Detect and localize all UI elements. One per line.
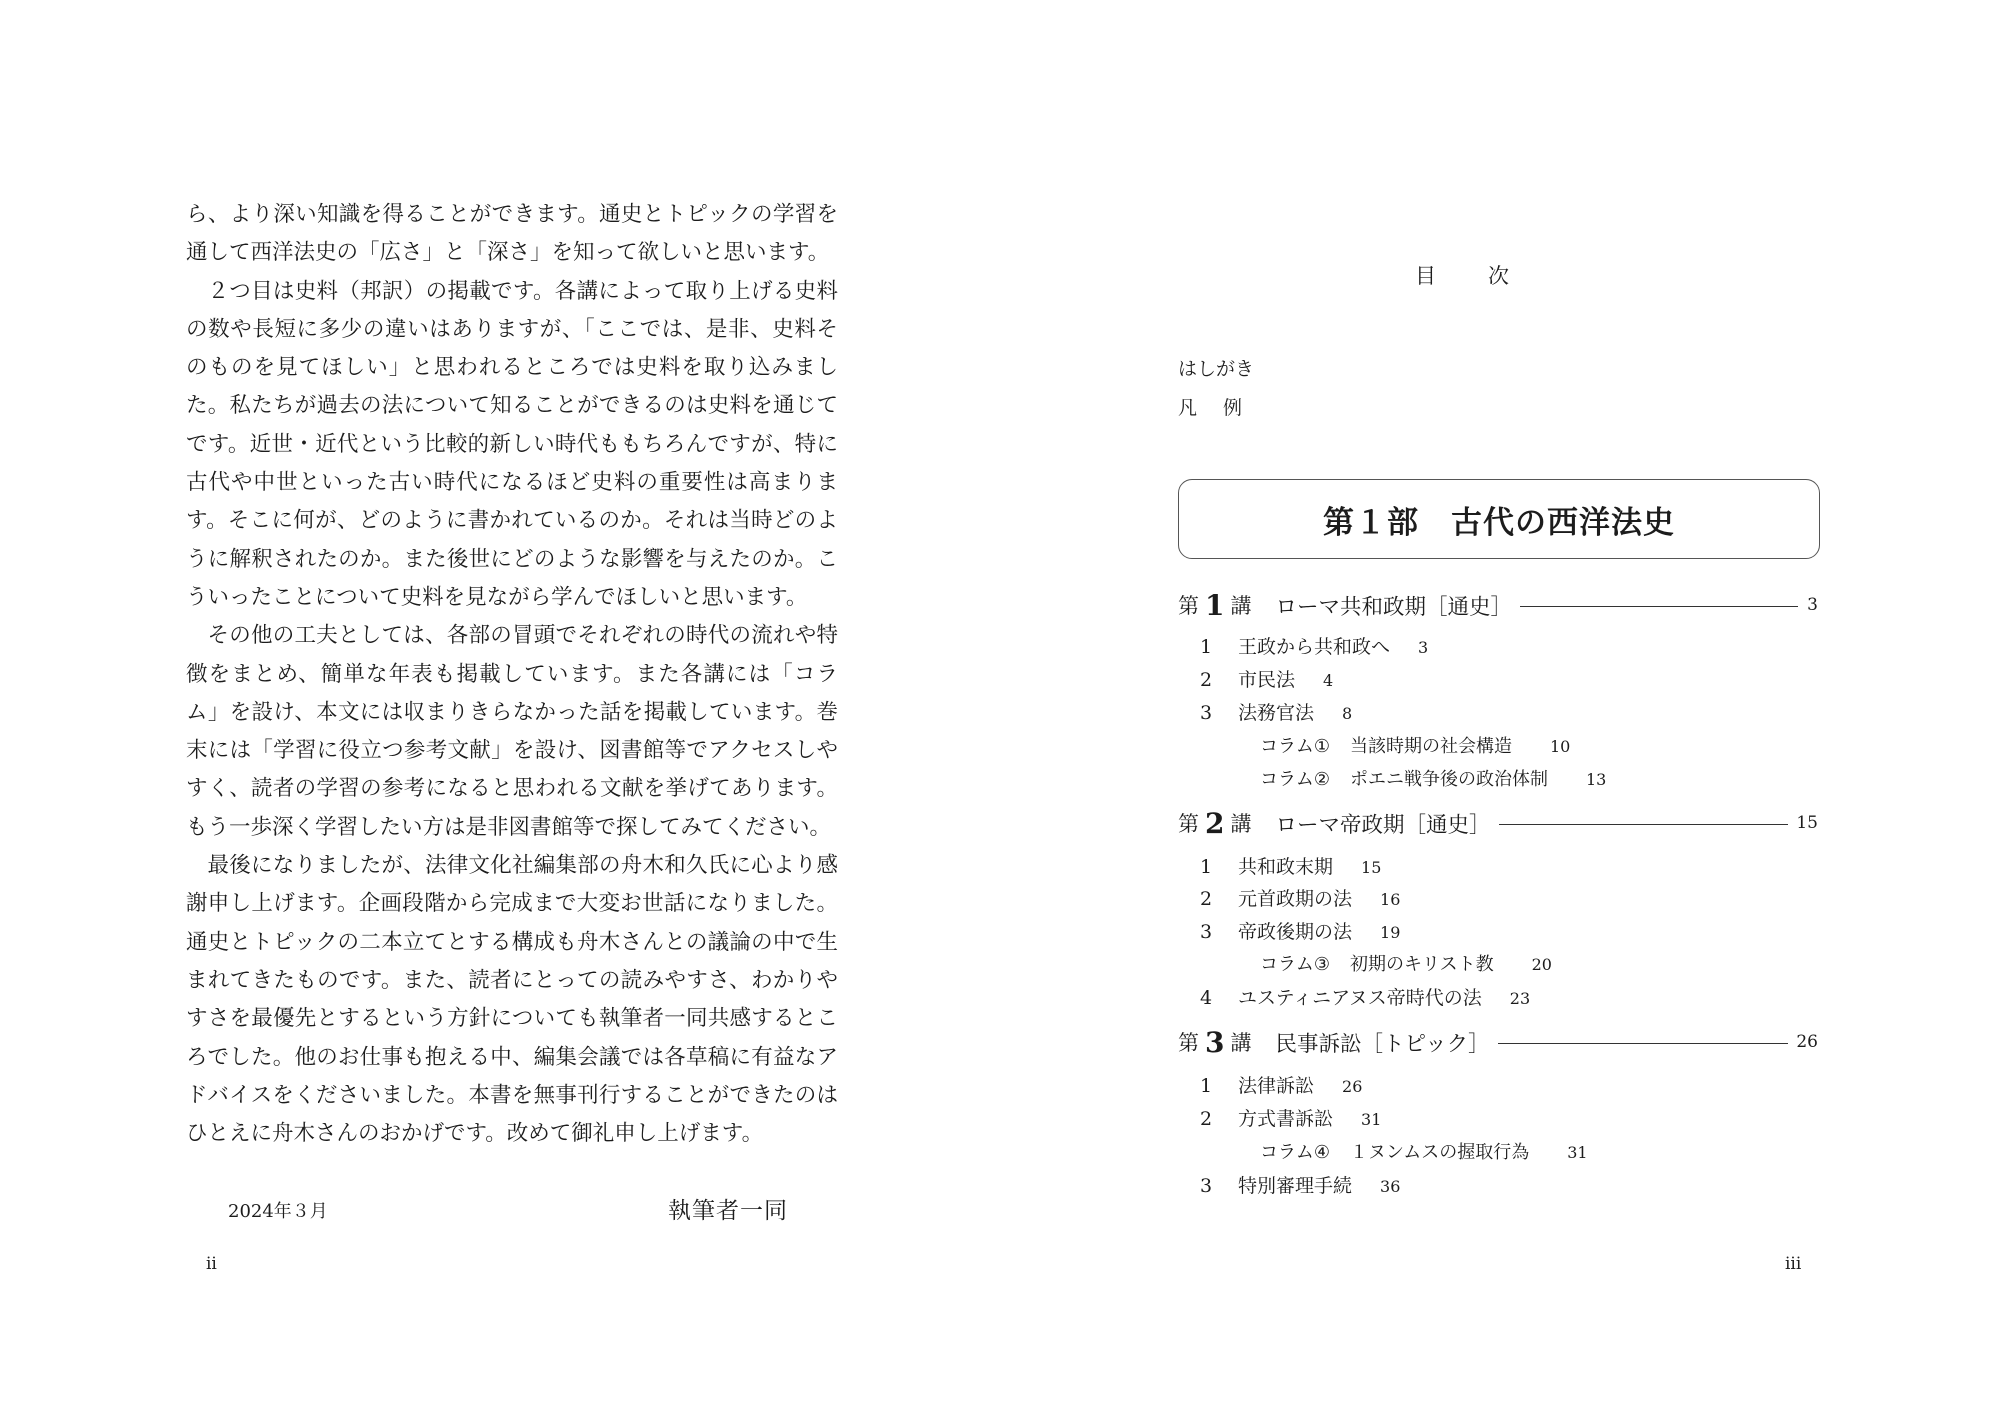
toc-front-item-preface[interactable]: はしがき (1178, 358, 1255, 380)
section-number: 1 (1200, 1075, 1213, 1097)
section-page: 26 (1342, 1077, 1363, 1096)
toc-column[interactable] (1260, 1138, 1588, 1164)
lecture-suffix: 講 (1230, 1031, 1252, 1055)
section-number: 3 (1200, 1175, 1213, 1197)
section-title: 帝政後期の法 (1238, 921, 1353, 943)
section-page: 3 (1418, 638, 1429, 657)
page-number: ii (206, 1254, 217, 1274)
leader-rule (1498, 1043, 1789, 1044)
lecture-page: 26 (1796, 1032, 1818, 1052)
column-label: コラム④ (1260, 1142, 1330, 1163)
toc-title: 目次 (1415, 264, 1561, 288)
section-number: 2 (1200, 888, 1213, 910)
section-page: 19 (1380, 923, 1401, 942)
column-page: 13 (1585, 770, 1607, 789)
toc-section[interactable] (1200, 917, 1400, 944)
column-label: コラム② (1260, 769, 1330, 790)
section-number: 2 (1200, 1108, 1213, 1130)
lecture-number: 1 (1205, 588, 1225, 622)
column-title: 初期のキリスト教 (1349, 954, 1494, 975)
section-title: 元首政期の法 (1238, 888, 1353, 910)
section-number: 3 (1200, 921, 1213, 943)
toc-section[interactable] (1200, 1104, 1381, 1131)
section-number: 1 (1200, 856, 1213, 878)
section-page: 31 (1361, 1110, 1382, 1129)
section-number: 1 (1200, 636, 1213, 658)
toc-section[interactable] (1200, 632, 1428, 659)
lecture-prefix: 第 (1178, 594, 1199, 618)
toc-section[interactable] (1200, 1171, 1400, 1198)
section-page: 23 (1509, 989, 1531, 1008)
column-page: 10 (1549, 737, 1571, 756)
paragraph: その他の工夫としては、各部の冒頭でそれぞれの時代の流れや特徴をまとめ、簡単な年表も掲載しています。また各講には「コラム」を設け、本文には収まりきらなかった話を掲載しています。巻末には「学習に役立つ参考文献」を設け、図書館等でアクセスしやすく、読者の学習の参考になると思われる文献を挙げてあります。もう一歩深く学習したい方は是非図書館等で探してみてください。 (186, 623, 838, 840)
toc-column[interactable] (1260, 765, 1606, 791)
section-number: 4 (1200, 987, 1213, 1009)
toc-section[interactable] (1200, 983, 1530, 1010)
lecture-title: ローマ共和政期［通史］ (1275, 594, 1512, 620)
toc-lecture[interactable] (1178, 1027, 1818, 1057)
section-number: 3 (1200, 702, 1213, 724)
toc-section[interactable] (1200, 852, 1381, 879)
lecture-page: 15 (1796, 813, 1818, 833)
preface-date: 2024年３月 (228, 1201, 328, 1222)
section-title: 王政から共和政へ (1238, 636, 1391, 658)
section-page: 36 (1380, 1177, 1401, 1196)
toc-front-item-notes[interactable]: 凡例 (1178, 397, 1269, 419)
column-title: 当該時期の社会構造 (1349, 736, 1512, 757)
section-number: 2 (1200, 669, 1213, 691)
toc-section[interactable] (1200, 1071, 1362, 1098)
column-title: １ヌンムスの握取行為 (1349, 1142, 1530, 1163)
toc-section[interactable] (1200, 665, 1333, 692)
paragraph: ２つ目は史料（邦訳）の掲載です。各講によって取り上げる史料の数や長短に多少の違いはありますが、「ここでは、是非、史料そのものを見てほしい」と思われるところでは史料を取り込みました。私たちが過去の法について知ることができるのは史料を通じてです。近世・近代という比較的新しい時代ももちろんですが、特に古代や中世といった古い時代になるほど史料の重要性は高まります。そこに何が、どのように書かれているのか。それは当時どのように解釈されたのか。また後世にどのような影響を与えたのか。こういったことについて史料を見ながら学んでほしいと思います。 (186, 278, 838, 610)
column-page: 31 (1567, 1143, 1588, 1162)
leader-rule (1499, 824, 1789, 825)
section-title: 市民法 (1238, 669, 1296, 691)
toc-lecture[interactable] (1178, 590, 1818, 620)
lecture-prefix: 第 (1178, 1031, 1199, 1055)
leader-rule (1520, 606, 1798, 607)
lecture-page: 3 (1807, 595, 1818, 615)
lecture-suffix: 講 (1230, 812, 1252, 836)
column-page: 20 (1531, 955, 1552, 974)
part-title[interactable]: 第１部 古代の西洋法史 (1323, 504, 1675, 541)
section-page: 8 (1342, 704, 1353, 723)
toc-section[interactable] (1200, 698, 1352, 725)
section-title: 法務官法 (1238, 702, 1315, 724)
toc-column[interactable] (1260, 950, 1552, 976)
lecture-suffix: 講 (1230, 594, 1252, 618)
section-title: 方式書訴訟 (1238, 1108, 1334, 1130)
paragraph: 最後になりましたが、法律文化社編集部の舟木和久氏に心より感謝申し上げます。企画段階から完成まで大変お世話になりました。通史とトピックの二本立てとする構成も舟木さんとの議論の中で生まれてきたものです。また、読者にとっての読みやすさ、わかりやすさを最優先とするという方針についても執筆者一同共感するところでした。他のお仕事も抱える中、編集会議では各草稿に有益なアドバイスをくださいました。本書を無事刊行することができたのはひとえに舟木さんのおかげです。改めて御礼申し上げます。 (186, 853, 838, 1147)
part-heading-box (1178, 479, 1820, 559)
lecture-title: ローマ帝政期［通史］ (1275, 812, 1491, 838)
toc-lecture[interactable] (1178, 808, 1818, 838)
section-page: 16 (1380, 890, 1401, 909)
preface-author: 執筆者一同 (668, 1198, 788, 1224)
toc-column[interactable] (1260, 732, 1570, 758)
column-title: ポエニ戦争後の政治体制 (1349, 769, 1548, 790)
lecture-number: 3 (1205, 1025, 1225, 1059)
section-title: ユスティニアヌス帝時代の法 (1238, 987, 1482, 1009)
section-title: 共和政末期 (1238, 856, 1334, 878)
lecture-number: 2 (1205, 806, 1225, 840)
section-title: 法律訴訟 (1238, 1075, 1315, 1097)
column-label: コラム③ (1260, 954, 1330, 975)
column-label: コラム① (1260, 736, 1330, 757)
paragraph: ら、より深い知識を得ることができます。通史とトピックの学習を通して西洋法史の「広さ」と「深さ」を知って欲しいと思います。 (186, 202, 838, 266)
section-title: 特別審理手続 (1238, 1175, 1353, 1197)
section-page: 15 (1361, 858, 1382, 877)
section-page: 4 (1323, 671, 1334, 690)
toc-section[interactable] (1200, 884, 1400, 911)
page-number: iii (1785, 1254, 1802, 1274)
lecture-title: 民事訴訟［トピック］ (1275, 1031, 1490, 1057)
preface-body (186, 196, 838, 1153)
lecture-prefix: 第 (1178, 812, 1199, 836)
